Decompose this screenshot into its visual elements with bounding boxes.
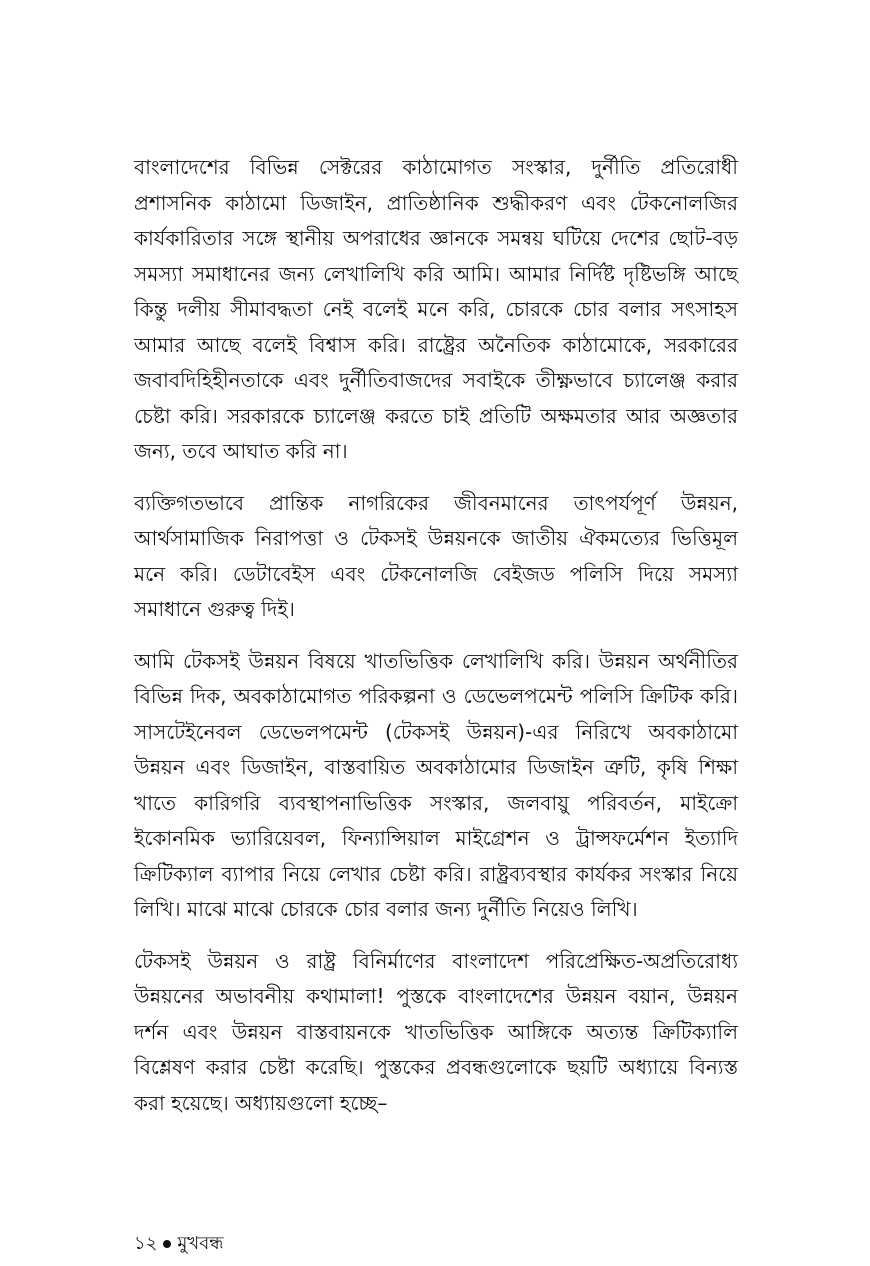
section-title: মুখবন্ধ: [177, 1233, 224, 1254]
paragraph-3: আমি টেকসই উন্নয়ন বিষয়ে খাতভিত্তিক লেখালিখি করি। উন্নয়ন অর্থনীতির বিভিন্ন দিক, অবকাঠামোগত পরিকল্পনা ও ডেভেলপমেন্ট পলিসি ক্রিটিক করি। সাসটেইনেবল ডেভেলপমেন্ট (টেকসই উন্নয়ন)-এর নিরিখে অবকাঠামো উন্নয়ন এবং ডিজাইন, বাস্তবায়িত অবকাঠামোর ডিজাইন ত্রুটি, কৃষি শিক্ষা খাতে কারিগরি ব্যবস্থাপনাভিত্তিক সংস্কার, জলবায়ু পরিবর্তন, মাইক্রো ইকোনমিক ভ্যারিয়েবল, ফিন্যান্সিয়াল মাইগ্রেশন ও ট্রান্সফর্মেশন ইত্যাদি ক্রিটিক্যাল ব্যাপার নিয়ে লেখার চেষ্টা করি। রাষ্ট্রব্যবস্থার কার্যকর সংস্কার নিয়ে লিখি। মাঝে মাঝে চোরকে চোর বলার জন্য দুর্নীতি নিয়েও লিখি।: [134, 648, 738, 921]
paragraph-4: টেকসই উন্নয়ন ও রাষ্ট্র বিনির্মাণের বাংলাদেশ পরিপ্রেক্ষিত-অপ্রতিরোধ্য উন্নয়নের অভাবনীয় কথামালা! পুস্তকে বাংলাদেশের উন্নয়ন বয়ান, উন্নয়ন দর্শন এবং উন্নয়ন বাস্তবায়নকে খাতভিত্তিক আঙ্গিকে অত্যন্ত ক্রিটিক্যালি বিশ্লেষণ করার চেষ্টা করেছি। পুস্তকের প্রবন্ধগুলোকে ছয়টি অধ্যায়ে বিন্যস্ত করা হয়েছে। অধ্যায়গুলো হচ্ছে–: [134, 948, 738, 1115]
page-body: [134, 150, 738, 1137]
paragraph-1: বাংলাদেশের বিভিন্ন সেক্টরের কাঠামোগত সংস্কার, দুর্নীতি প্রতিরোধী প্রশাসনিক কাঠামো ডিজাইন, প্রাতিষ্ঠানিক শুদ্ধীকরণ এবং টেকনোলজির কার্যকারিতার সঙ্গে স্থানীয় অপরাধের জ্ঞানকে সমন্বয় ঘটিয়ে দেশের ছোট-বড় সমস্যা সমাধানের জন্য লেখালিখি করি আমি। আমার নির্দিষ্ট দৃষ্টিভঙ্গি আছে কিন্তু দলীয় সীমাবদ্ধতা নেই বলেই মনে করি, চোরকে চোর বলার সৎসাহস আমার আছে বলেই বিশ্বাস করি। রাষ্ট্রের অনৈতিক কাঠামোকে, সরকারের জবাবদিহিহীনতাকে এবং দুর্নীতিবাজদের সবাইকে তীক্ষ্ণভাবে চ্যালেঞ্জ করার চেষ্টা করি। সরকারকে চ্যালেঞ্জ করতে চাই প্রতিটি অক্ষমতার আর অজ্ঞতার জন্য, তবে আঘাত করি না।: [134, 155, 738, 463]
paragraph-2: ব্যক্তিগতভাবে প্রান্তিক নাগরিকের জীবনমানের তাৎপর্যপূর্ণ উন্নয়ন, আর্থসামাজিক নিরাপত্তা ও টেকসই উন্নয়নকে জাতীয় ঐকমত্যের ভিত্তিমূল মনে করি। ডেটাবেইস এবং টেকনোলজি বেইজড পলিসি দিয়ে সমস্যা সমাধানে গুরুত্ব দিই।: [134, 490, 738, 621]
page-footer: [134, 1232, 223, 1256]
bullet-separator: [163, 1240, 171, 1248]
page-number: ১২: [134, 1233, 158, 1254]
